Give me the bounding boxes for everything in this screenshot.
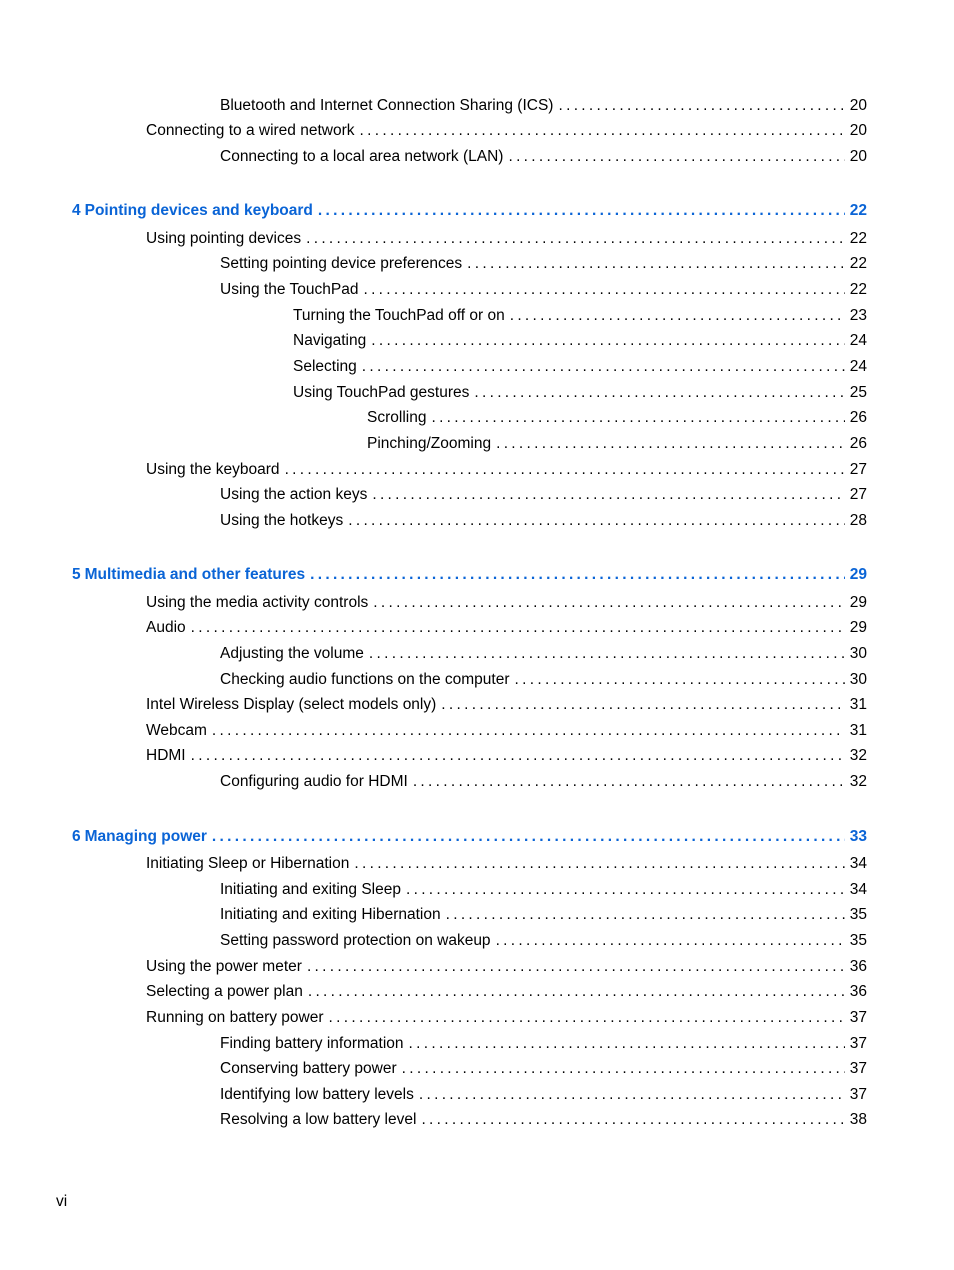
toc-page-number: 24 — [849, 332, 867, 349]
toc-entry-title: Checking audio functions on the computer — [220, 671, 510, 688]
toc-page-number: 20 — [849, 122, 867, 139]
dot-leader — [318, 202, 845, 220]
dot-leader — [373, 594, 844, 612]
dot-leader — [307, 958, 845, 976]
toc-entry-title: Initiating and exiting Hibernation — [220, 906, 441, 923]
toc-entry-link[interactable] — [220, 1086, 867, 1104]
toc-page-number: 34 — [849, 881, 867, 898]
toc-page-number: 38 — [849, 1111, 867, 1128]
toc-entry-link[interactable] — [220, 148, 867, 166]
toc-page-number: 32 — [849, 747, 867, 764]
toc-entry-title: Using pointing devices — [146, 230, 302, 247]
toc-entry-title: Setting password protection on wakeup — [220, 932, 491, 949]
toc-entry-link[interactable] — [146, 696, 867, 714]
toc-chapter-link[interactable] — [72, 828, 867, 846]
toc-page-number: 27 — [849, 486, 867, 503]
toc-page-number: 26 — [849, 435, 867, 452]
dot-leader — [409, 1035, 845, 1053]
toc-entry-link[interactable] — [220, 906, 867, 924]
toc-entry-title: Using the media activity controls — [146, 594, 369, 611]
toc-entry-link[interactable] — [293, 307, 867, 325]
dot-leader — [329, 1009, 845, 1027]
dot-leader — [371, 332, 845, 350]
dot-leader — [212, 722, 845, 740]
toc-entry-link[interactable] — [220, 1035, 867, 1053]
toc-entry-title: Selecting a power plan — [146, 983, 303, 1000]
dot-leader — [212, 828, 845, 846]
toc-page-number: 20 — [849, 97, 867, 114]
toc-page-number: 31 — [849, 696, 867, 713]
toc-entry-title: Connecting to a wired network — [146, 122, 355, 139]
toc-entry-title: Resolving a low battery level — [220, 1111, 417, 1128]
toc-entry-title: HDMI — [146, 747, 186, 764]
toc-entry-title: Intel Wireless Display (select models only) — [146, 696, 437, 713]
toc-page-number: 30 — [849, 645, 867, 662]
toc-entry-link[interactable] — [220, 1111, 867, 1129]
dot-leader — [306, 230, 845, 248]
toc-entry-link[interactable] — [220, 281, 867, 299]
chapter-number: 6 — [72, 828, 81, 845]
dot-leader — [348, 512, 845, 530]
toc-entry-title: Setting pointing device preferences — [220, 255, 463, 272]
toc-entry-link[interactable] — [293, 358, 867, 376]
toc-page-number: 29 — [849, 566, 867, 583]
toc-chapter-link[interactable] — [72, 202, 867, 220]
toc-page-number: 22 — [849, 281, 867, 298]
toc-entry-title: Using the keyboard — [146, 461, 280, 478]
toc-page-number: 34 — [849, 855, 867, 872]
dot-leader — [446, 906, 845, 924]
dot-leader — [441, 696, 844, 714]
dot-leader — [285, 461, 845, 479]
toc-entry-link[interactable] — [220, 97, 867, 115]
toc-entry-link[interactable] — [293, 332, 867, 350]
toc-entry-title: Navigating — [293, 332, 367, 349]
dot-leader — [474, 384, 844, 402]
dot-leader — [421, 1111, 844, 1129]
toc-page-number: 26 — [849, 409, 867, 426]
toc-page-number: 28 — [849, 512, 867, 529]
toc-page-number: 35 — [849, 906, 867, 923]
toc-entry-title: Adjusting the volume — [220, 645, 364, 662]
toc-page-number: 36 — [849, 958, 867, 975]
toc-entry-title: Using the TouchPad — [220, 281, 359, 298]
dot-leader — [515, 671, 845, 689]
dot-leader — [419, 1086, 845, 1104]
chapter-number: 4 — [72, 202, 81, 219]
toc-entry-title: Identifying low battery levels — [220, 1086, 414, 1103]
toc-page-number: 29 — [849, 619, 867, 636]
toc-entry-link[interactable] — [146, 230, 867, 248]
dot-leader — [413, 773, 845, 791]
dot-leader — [191, 747, 845, 765]
toc-entry-link[interactable] — [146, 461, 867, 479]
toc-entry-title: Running on battery power — [146, 1009, 324, 1026]
toc-page-number: 22 — [849, 255, 867, 272]
toc-page-number: 30 — [849, 671, 867, 688]
toc-entry-link[interactable] — [146, 619, 867, 637]
toc-entry-title: Scrolling — [367, 409, 427, 426]
dot-leader — [510, 307, 845, 325]
toc-entry-link[interactable] — [220, 486, 867, 504]
toc-entry-title: Connecting to a local area network (LAN) — [220, 148, 504, 165]
toc-entry-link[interactable] — [146, 983, 867, 1001]
toc-entry-link[interactable] — [220, 1060, 867, 1078]
toc-entry-title: Using the power meter — [146, 958, 302, 975]
dot-leader — [363, 281, 844, 299]
dot-leader — [191, 619, 845, 637]
toc-page-number: 29 — [849, 594, 867, 611]
toc-page-number: 31 — [849, 722, 867, 739]
toc-entry-title: Using the hotkeys — [220, 512, 344, 529]
toc-entry-link[interactable] — [220, 773, 867, 791]
dot-leader — [362, 358, 845, 376]
toc-entry-title: Initiating Sleep or Hibernation — [146, 855, 350, 872]
dot-leader — [406, 881, 845, 899]
toc-page-number: 23 — [849, 307, 867, 324]
toc-entry-title: Using the action keys — [220, 486, 368, 503]
toc-entry-title: Configuring audio for HDMI — [220, 773, 408, 790]
dot-leader — [558, 97, 844, 115]
toc-entry-link[interactable] — [146, 722, 867, 740]
toc-entry-link[interactable] — [220, 671, 867, 689]
toc-entry-link[interactable] — [293, 384, 867, 402]
dot-leader — [369, 645, 845, 663]
toc-entry-link[interactable] — [220, 255, 867, 273]
toc-entry-link[interactable] — [146, 594, 867, 612]
dot-leader — [496, 932, 845, 950]
toc-page-number: 25 — [849, 384, 867, 401]
toc-entry-title: Initiating and exiting Sleep — [220, 881, 401, 898]
toc-entry-title: Multimedia and other features — [84, 566, 306, 583]
toc-entry-title: Pinching/Zooming — [367, 435, 492, 452]
toc-entry-link[interactable] — [367, 409, 867, 427]
toc-entry-title: Audio — [146, 619, 186, 636]
toc-page-number: 35 — [849, 932, 867, 949]
toc-page-number: 27 — [849, 461, 867, 478]
toc-entry-title: Finding battery information — [220, 1035, 404, 1052]
dot-leader — [467, 255, 845, 273]
toc-entry-link[interactable] — [220, 932, 867, 950]
toc-page-number: 20 — [849, 148, 867, 165]
toc-entry-title: Selecting — [293, 358, 357, 375]
toc-entry-link[interactable] — [220, 512, 867, 530]
toc-page-number: 37 — [849, 1060, 867, 1077]
toc-entry-title: Webcam — [146, 722, 207, 739]
toc-page-number: 22 — [849, 230, 867, 247]
toc-page-number: 24 — [849, 358, 867, 375]
toc-page-number: 37 — [849, 1035, 867, 1052]
toc-page-number: 37 — [849, 1009, 867, 1026]
dot-leader — [372, 486, 844, 504]
dot-leader — [431, 409, 844, 427]
toc-page-number: 22 — [849, 202, 867, 219]
toc-entry-title: Using TouchPad gestures — [293, 384, 470, 401]
dot-leader — [508, 148, 844, 166]
dot-leader — [496, 435, 845, 453]
toc-entry-link[interactable] — [367, 435, 867, 453]
page-number: vi — [56, 1193, 68, 1210]
toc-entry-link[interactable] — [146, 122, 867, 140]
toc-chapter-link[interactable] — [72, 566, 867, 584]
dot-leader — [308, 983, 845, 1001]
toc-entry-link[interactable] — [220, 645, 867, 663]
toc-entry-link[interactable] — [146, 747, 867, 765]
toc-entry-title: Turning the TouchPad off or on — [293, 307, 505, 324]
toc-entry-link[interactable] — [220, 881, 867, 899]
dot-leader — [360, 122, 845, 140]
toc-page-number: 33 — [849, 828, 867, 845]
toc-entry-title: Pointing devices and keyboard — [84, 202, 313, 219]
toc-page-number: 37 — [849, 1086, 867, 1103]
dot-leader — [310, 566, 845, 584]
toc-page-number: 32 — [849, 773, 867, 790]
chapter-number: 5 — [72, 566, 81, 583]
toc-page-number: 36 — [849, 983, 867, 1000]
dot-leader — [354, 855, 844, 873]
toc-entry-title: Conserving battery power — [220, 1060, 397, 1077]
toc-entry-title: Bluetooth and Internet Connection Sharing (ICS) — [220, 97, 554, 114]
toc-entry-link[interactable] — [146, 958, 867, 976]
toc-entry-title: Managing power — [84, 828, 207, 845]
dot-leader — [402, 1060, 845, 1078]
toc-entry-link[interactable] — [146, 855, 867, 873]
toc-entry-link[interactable] — [146, 1009, 867, 1027]
